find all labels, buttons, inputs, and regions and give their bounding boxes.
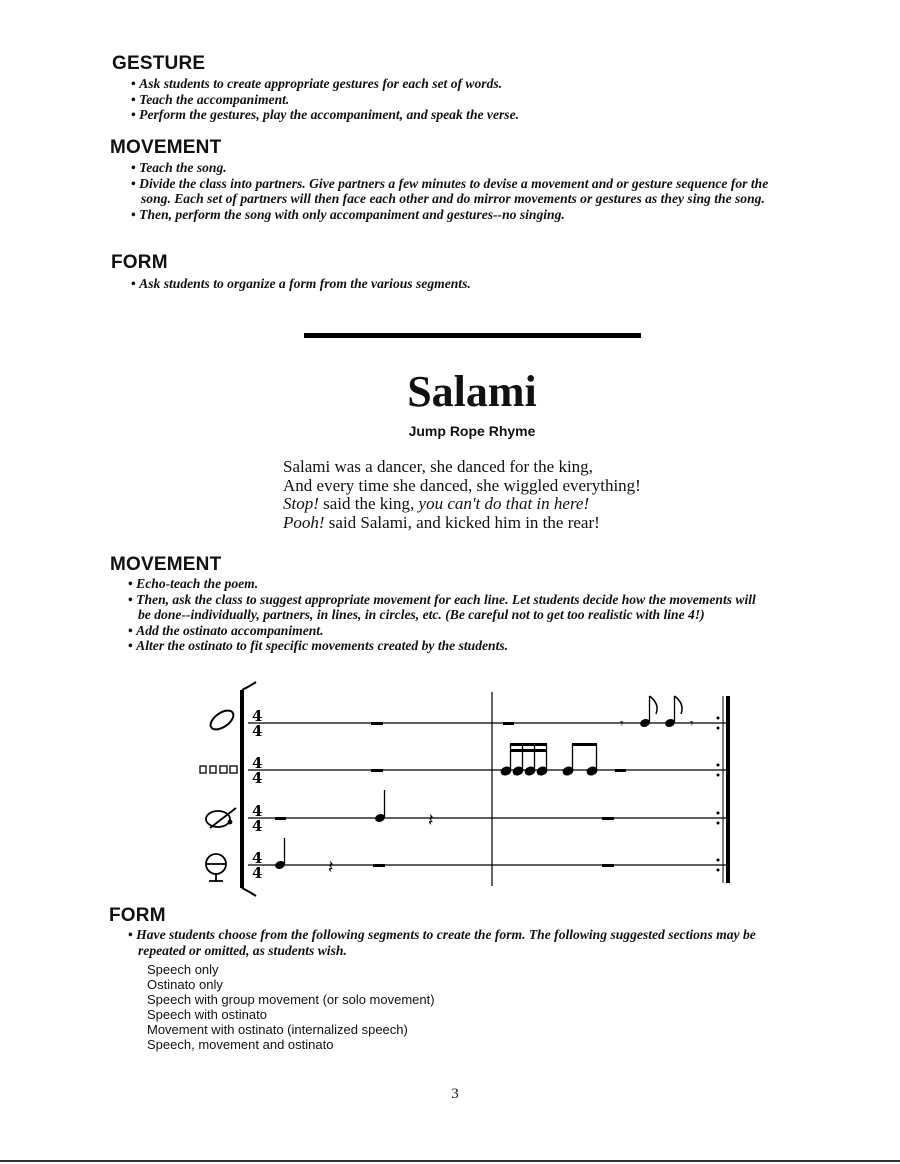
svg-text:4: 4 <box>252 707 263 725</box>
tambourine-icon <box>206 808 236 828</box>
half-rest <box>373 864 385 867</box>
drum-icon <box>206 854 226 881</box>
list-item: • Ask students to create appropriate gestures for each set of words. <box>131 76 781 92</box>
list-item: • Perform the gestures, play the accompaniment, and speak the verse. <box>131 107 781 123</box>
list-item: • Then, ask the class to suggest appropriate movement for each line. Let students decide how the movements will be done--individually, partners, in lines, in circles, etc. (Be careful not to get too realistic with line 4!) <box>128 592 768 623</box>
list-item: • Alter the ostinato to fit specific movements created by the students. <box>128 638 768 654</box>
segment-item: Speech, movement and ostinato <box>147 1037 334 1052</box>
half-rest <box>503 722 514 725</box>
song-title: Salami <box>407 367 537 416</box>
svg-text:4: 4 <box>252 864 263 882</box>
hand-drum-icon <box>207 707 236 733</box>
list-item: • Ask students to organize a form from the various segments. <box>131 276 781 292</box>
list-item: • Have students choose from the following segments to create the form. The following suggested sections may be repeated or omitted, as students wish. <box>128 927 768 958</box>
eighth-note-pair <box>562 743 598 776</box>
page-border <box>0 1160 900 1162</box>
list-item: • Then, perform the song with only accompaniment and gestures--no singing. <box>131 207 776 223</box>
verse-line-4: Pooh! said Salami, and kicked him in the rear! <box>283 512 600 532</box>
segment-item: Movement with ostinato (internalized speech) <box>147 1022 408 1037</box>
list-item: • Add the ostinato accompaniment. <box>128 623 768 639</box>
sixteenth-note-group <box>500 743 548 776</box>
gesture-heading: GESTURE <box>112 53 206 74</box>
verse-line-2: And every time she danced, she wiggled everything! <box>283 475 641 495</box>
list-item: • Divide the class into partners. Give partners a few minutes to devise a movement and or gesture sequence for the song. Each set of partners will then face each other and do mirror movements or gestures as they sing the song. <box>131 176 776 207</box>
movement-poem-list <box>128 576 768 654</box>
segment-item: Speech with ostinato <box>147 1007 267 1022</box>
movement-heading: MOVEMENT <box>110 137 222 158</box>
whole-rest <box>602 864 614 867</box>
eighth-rest: 𝄾 <box>690 716 694 732</box>
movement-poem-heading: MOVEMENT <box>110 554 222 575</box>
segment-item: Ostinato only <box>147 977 223 992</box>
gesture-list <box>131 76 781 123</box>
eighth-rest: 𝄾 <box>620 716 624 732</box>
verse-line-3: Stop! said the king, you can't do that in here! <box>283 494 590 513</box>
movement-list <box>131 160 776 222</box>
ostinato-score <box>190 678 750 898</box>
svg-text:4: 4 <box>252 722 263 740</box>
song-verse <box>283 458 641 532</box>
song-subtitle: Jump Rope Rhyme <box>408 423 536 439</box>
form-heading: FORM <box>111 252 168 273</box>
half-rest <box>615 769 626 772</box>
quarter-rest: 𝄽 <box>428 810 434 831</box>
form-poem-heading: FORM <box>109 905 166 926</box>
half-rest <box>275 817 286 820</box>
quarter-rest: 𝄽 <box>328 857 334 878</box>
svg-text:4: 4 <box>252 817 263 835</box>
whole-rest <box>602 817 614 820</box>
quarter-note <box>374 790 386 823</box>
svg-text:4: 4 <box>252 849 263 867</box>
list-item: • Teach the song. <box>131 160 776 176</box>
segment-item: Speech only <box>147 962 219 977</box>
verse-line-1: Salami was a dancer, she danced for the king, <box>283 457 593 476</box>
whole-rest <box>371 722 383 725</box>
svg-text:4: 4 <box>252 754 263 772</box>
whole-rest <box>371 769 383 772</box>
repeat-dots <box>717 717 720 872</box>
page-number: 3 <box>451 1086 459 1102</box>
divider-rule <box>304 333 641 338</box>
segment-item: Speech with group movement (or solo movement) <box>147 992 435 1007</box>
form-poem-list <box>128 927 768 958</box>
quarter-note <box>274 838 286 870</box>
form-list <box>131 276 781 292</box>
woodblocks-icon <box>200 766 237 773</box>
svg-text:4: 4 <box>252 802 263 820</box>
segment-list <box>147 962 435 1052</box>
list-item: • Echo-teach the poem. <box>128 576 768 592</box>
svg-text:4: 4 <box>252 769 263 787</box>
time-signatures <box>252 707 262 882</box>
list-item: • Teach the accompaniment. <box>131 92 781 108</box>
